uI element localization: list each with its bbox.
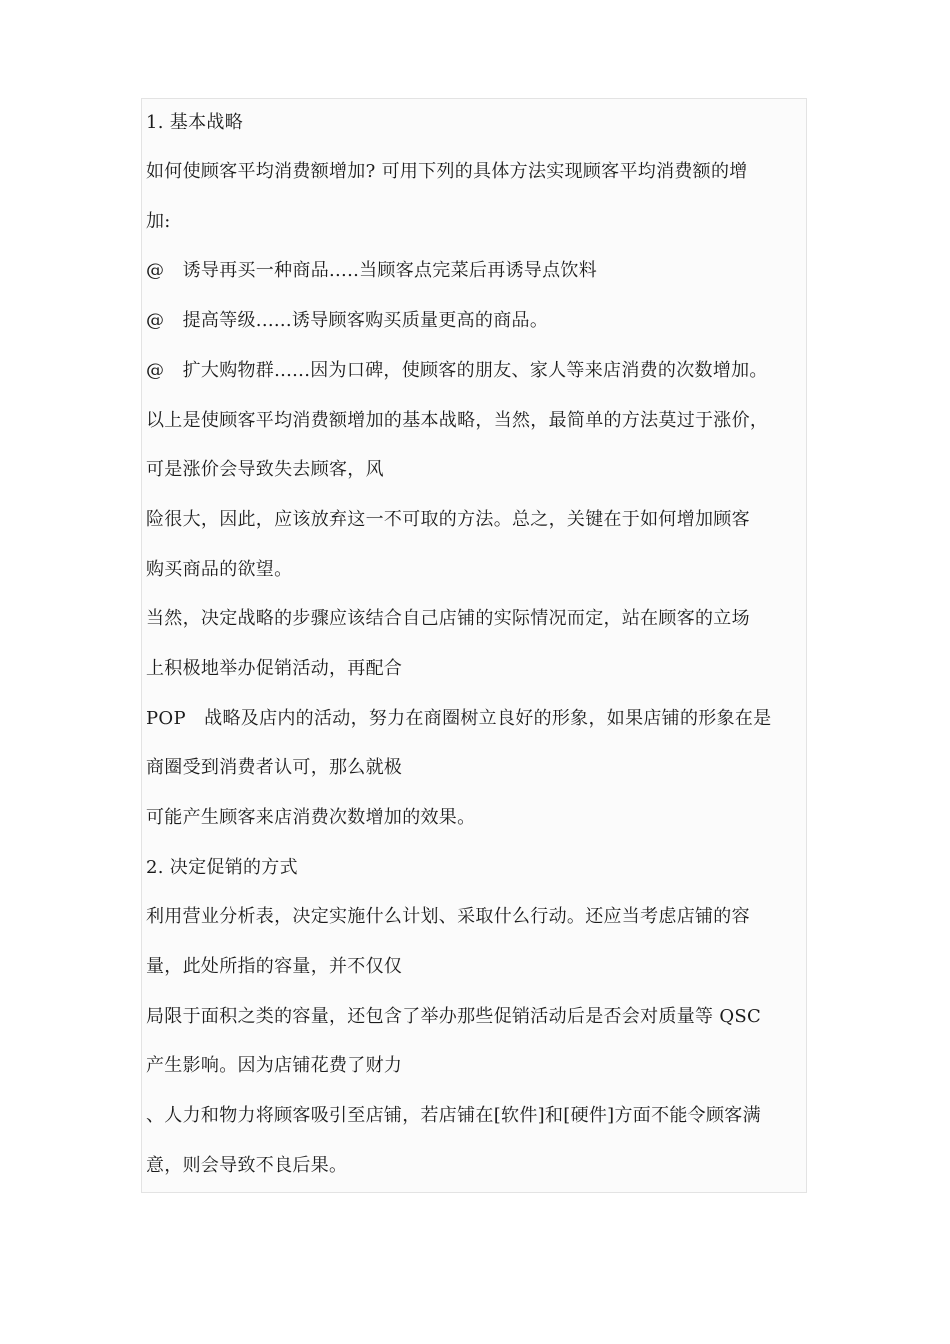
heading-promotion-method: 2. 决定促销的方式 xyxy=(146,857,298,878)
paragraph-line: 意，则会导致不良后果。 xyxy=(146,1155,348,1176)
paragraph-line: POP 战略及店内的活动，努力在商圈树立良好的形象，如果店铺的形象在是 xyxy=(146,708,772,729)
paragraph-line: 可是涨价会导致失去顾客，风 xyxy=(146,459,384,480)
paragraph-line: 当然，决定战略的步骤应该结合自己店铺的实际情况而定，站在顾客的立场 xyxy=(146,608,750,629)
paragraph-line: 上积极地举办促销活动，再配合 xyxy=(146,658,403,679)
bullet-line: @ 提高等级......诱导顾客购买质量更高的商品。 xyxy=(146,310,549,331)
paragraph-line: 如何使顾客平均消费额增加? 可用下列的具体方法实现顾客平均消费额的增 xyxy=(146,161,748,182)
paragraph-line: 产生影响。因为店铺花费了财力 xyxy=(146,1055,403,1076)
paragraph-line: 商圈受到消费者认可，那么就极 xyxy=(146,757,403,778)
paragraph-line: 险很大，因此，应该放弃这一不可取的方法。总之，关键在于如何增加顾客 xyxy=(146,509,750,530)
paragraph-line: 购买商品的欲望。 xyxy=(146,559,293,580)
document-content xyxy=(141,98,807,1193)
paragraph-line: 利用营业分析表，决定实施什么计划、采取什么行动。还应当考虑店铺的容 xyxy=(146,906,750,927)
bullet-line: @ 扩大购物群......因为口碑，使顾客的朋友、家人等来店消费的次数增加。 xyxy=(146,360,768,381)
heading-basic-strategy: 1. 基本战略 xyxy=(146,112,243,133)
paragraph-line: 加: xyxy=(146,211,171,232)
paragraph-line: 、人力和物力将顾客吸引至店铺，若店铺在[软件]和[硬件]方面不能令顾客满 xyxy=(146,1105,761,1126)
paragraph-line: 局限于面积之类的容量，还包含了举办那些促销活动后是否会对质量等 QSC xyxy=(146,1006,762,1027)
paragraph-line: 量，此处所指的容量，并不仅仅 xyxy=(146,956,403,977)
bullet-line: @ 诱导再买一种商品.....当顾客点完菜后再诱导点饮料 xyxy=(146,260,598,281)
paragraph-line: 可能产生顾客来店消费次数增加的效果。 xyxy=(146,807,476,828)
paragraph-line: 以上是使顾客平均消费额增加的基本战略，当然，最简单的方法莫过于涨价， xyxy=(146,410,769,431)
